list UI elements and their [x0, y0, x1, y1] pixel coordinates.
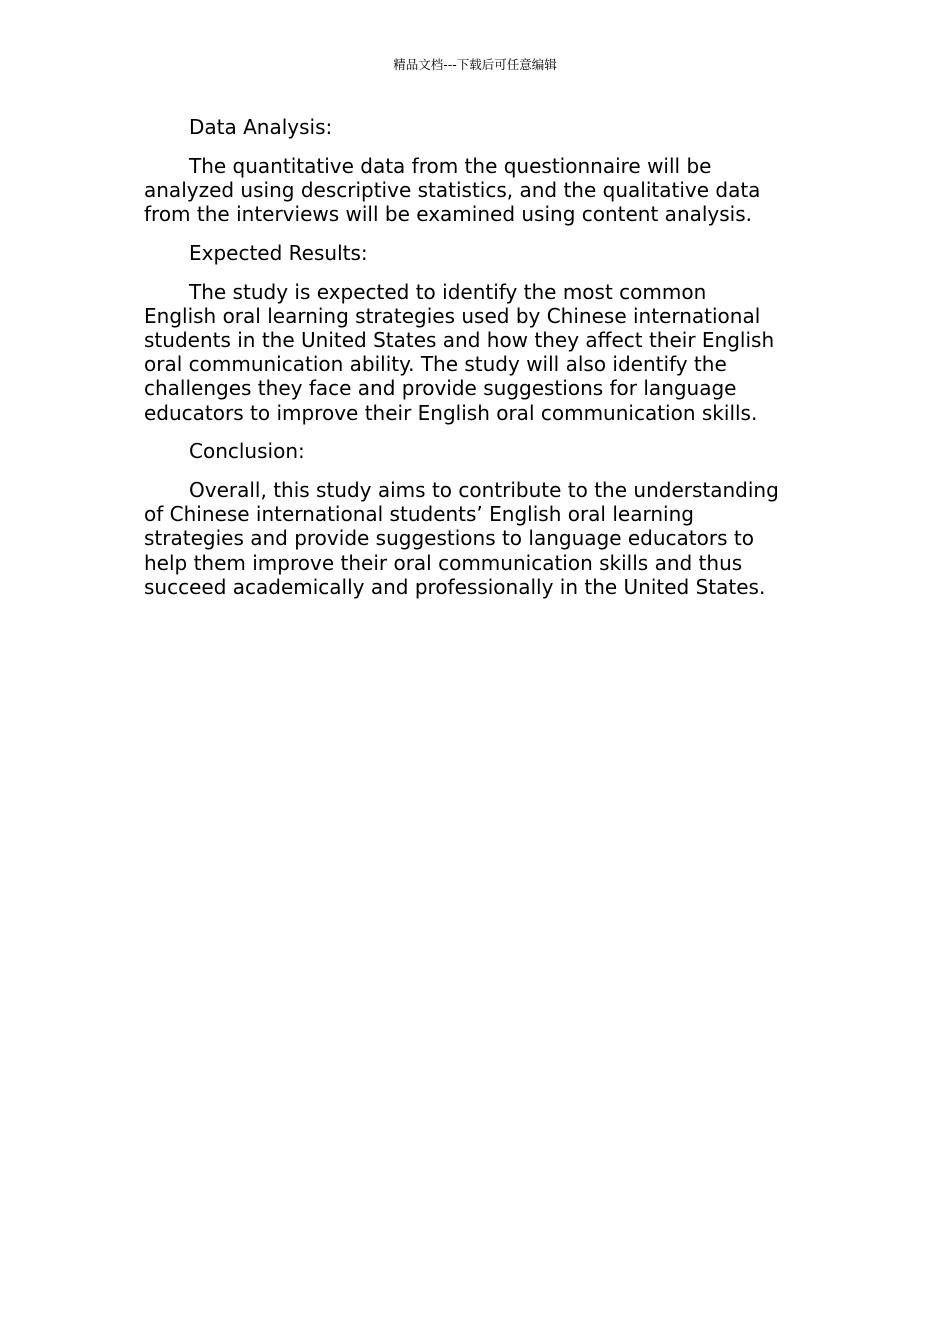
section-heading-expected-results: Expected Results: [189, 240, 368, 265]
section-heading-data-analysis: Data Analysis: [189, 115, 333, 139]
page-header-text: 精品文档---下载后可任意编辑 [393, 57, 557, 72]
section-heading-conclusion: Conclusion: [189, 439, 305, 464]
paragraph-data-analysis: The quantitative data from the questionnaire will be analyzed using descriptive statistics, and the qualitative data from the interviews will be examined using content analysis. [144, 153, 761, 227]
document-body [144, 115, 806, 613]
paragraph-conclusion: Overall, this study aims to contribute to the understanding of Chinese international students’ English oral learning strategies and provide suggestions to language educators to help them improve their oral communication skills and thus succeed academically and professionally in the United States. [144, 477, 779, 599]
paragraph-expected-results: The study is expected to identify the most common English oral learning strategies used by Chinese international students in the United States and how they affect their English oral communication ability. The study will also identify the challenges they face and provide suggestions for language educators to improve their English oral communication skills. [144, 279, 775, 425]
